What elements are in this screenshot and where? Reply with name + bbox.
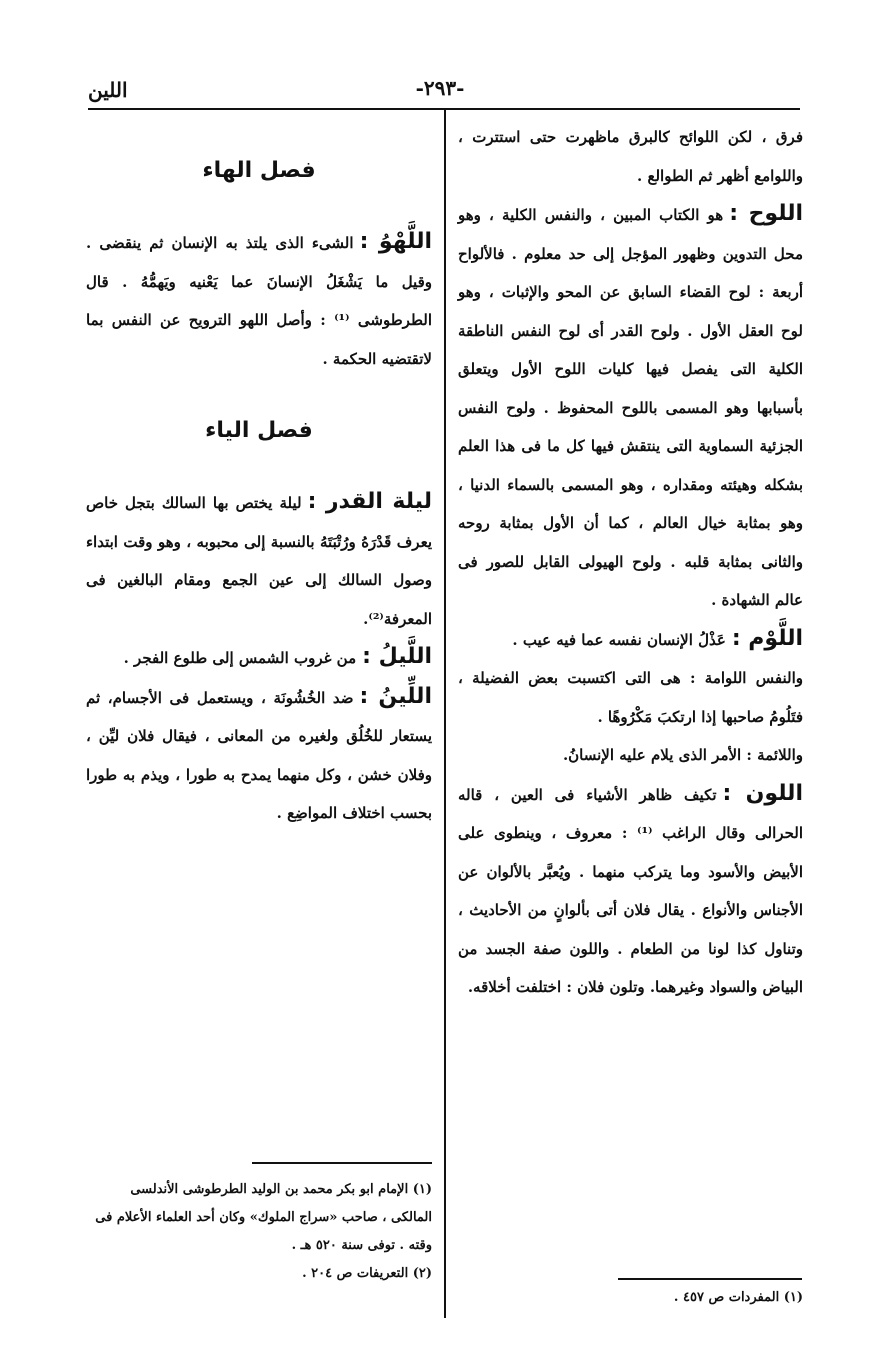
page-number: -٢٩٣- [415, 76, 465, 100]
entry-la2ima: واللائمة : الأمر الذى يلام عليه الإنسانُ. [562, 746, 803, 764]
section-heading-ya: فصل الياء [205, 418, 313, 443]
entry-term: اللَّهْوُ : [359, 229, 432, 254]
footnote-rule-right [618, 1278, 802, 1280]
entry-text: هو الكتاب المبين ، والنفس الكلية ، وهو محل التدوين وظهور المؤجل إلى حد معلوم . فالألواح أربعة : لوح القضاء السابق عن المحو والإثبات ، وهو لوح العقل الأول . ولوح القدر أى لوح النفس الناطقة الكلية التى يفصل فيها كليات اللوح الأول ويتعلق بأسبابها وهو المسمى باللوح المحفوظ . ولوح النفس الجزئية السماوية التى ينتقش فيها كل ما فى هذا العلم بشكله وهيئته ومقداره ، وهو المسمى بالسماء الدنيا ، وهو بمثابة خيال العالم ، كما أن الأول بمثابة روحه والثانى بمثابة قلبه . ولوح الهيولى القابل للصور فى عالم الشهادة . [458, 206, 803, 609]
continued-paragraph: فرق ، لكن اللوائح كالبرق ماظهرت حتى استترت ، واللوامع أظهر ثم الطوالع . [458, 128, 803, 185]
entry-text: ليلة يختص بها السالك بتجل خاص يعرف قَدْرَهُ ورُتْبَتَهُ بالنسبة إلى محبوبه ، وهو وقت ابتداء وصول السالك إلى عين الجمع ومقام البالغين فى المعرفة⁽²⁾. [86, 494, 432, 628]
entry-text: عَذْلُ الإنسان نفسه عما فيه عيب . [512, 630, 726, 649]
entry-term: اللَّوْم : [731, 625, 803, 651]
entry-text: الشىء الذى يلتذ به الإنسان ثم ينقضى . وقيل ما يَشْغَلُ الإنسانَ عما يَعْنيه ويَهمُّهُ . قال الطرطوشى ⁽¹⁾ : وأصل اللهو الترويح عن النفس بما لاتقتضيه الحكمة . [86, 234, 432, 368]
left-column [86, 118, 432, 833]
running-header-title: اللين [88, 78, 128, 102]
entry-term: اللِّينُ : [359, 683, 432, 709]
entry-lawwama: والنفس اللوامة : هى التى اكتسبت بعض الفضيلة ، فتَلُومُ صاحبها إذا ارتكبَ مَكْرُوهًا . [458, 669, 803, 726]
entry-lahw [86, 223, 432, 378]
footnote-2: (٢) التعريفات ص ٢٠٤ . [302, 1266, 432, 1281]
column-divider [444, 110, 446, 1318]
entry-term: ليلة القدر : [307, 489, 432, 514]
footnotes-left [86, 1176, 432, 1288]
entry-lawh [458, 195, 803, 620]
entry-text: من غروب الشمس إلى طلوع الفجر . [123, 649, 357, 667]
entry-layl [86, 638, 432, 678]
entry-lawn [458, 775, 803, 1007]
entry-text: ضد الخُشُونَة ، ويستعمل فى الأجسام، ثم يستعار للخُلُق ولغيره من المعانى ، فيقال فلان ليِّن ، وفلان خشن ، وكل منهما يمدح به طورا ، ويذم به طورا بحسب اختلاف المواضِع . [86, 688, 432, 822]
entry-laylat-alqadr [86, 483, 432, 638]
section-heading-ha: فصل الهاء [202, 158, 316, 183]
footnote-rule-left [252, 1162, 432, 1164]
entry-term: اللون : [722, 780, 803, 806]
footnote-1: (١) الإمام ابو بكر محمد بن الوليد الطرطوشى الأندلسى المالكى ، صاحب «سراج الملوك» وكان أحد العلماء الأعلام فى وقته . توفى سنة ٥٢٠ هـ . [95, 1182, 432, 1253]
entry-lin [86, 678, 432, 833]
entry-lawm [458, 620, 803, 660]
right-column [458, 118, 803, 1007]
entry-text: تكيف ظاهر الأشياء فى العين ، قاله الحرالى وقال الراغب ⁽¹⁾ : معروف ، وينطوى على الأبيض والأسود وما يتركب منهما . ويُعبَّر بالألوان عن الأجناس والأنواع . يقال فلان أتى بألوانٍ من الأحاديث ، وتناول كذا لونا من الطعام . واللون صفة الجسد من البياض والسواد وغيرهما. وتلون فلان : اختلفت أخلاقه. [458, 785, 803, 996]
entry-term: اللوح : [729, 201, 804, 226]
footnote-right: (١) المفردات ص ٤٥٧ . [673, 1290, 803, 1305]
entry-term: اللَّيلُ : [362, 644, 432, 669]
